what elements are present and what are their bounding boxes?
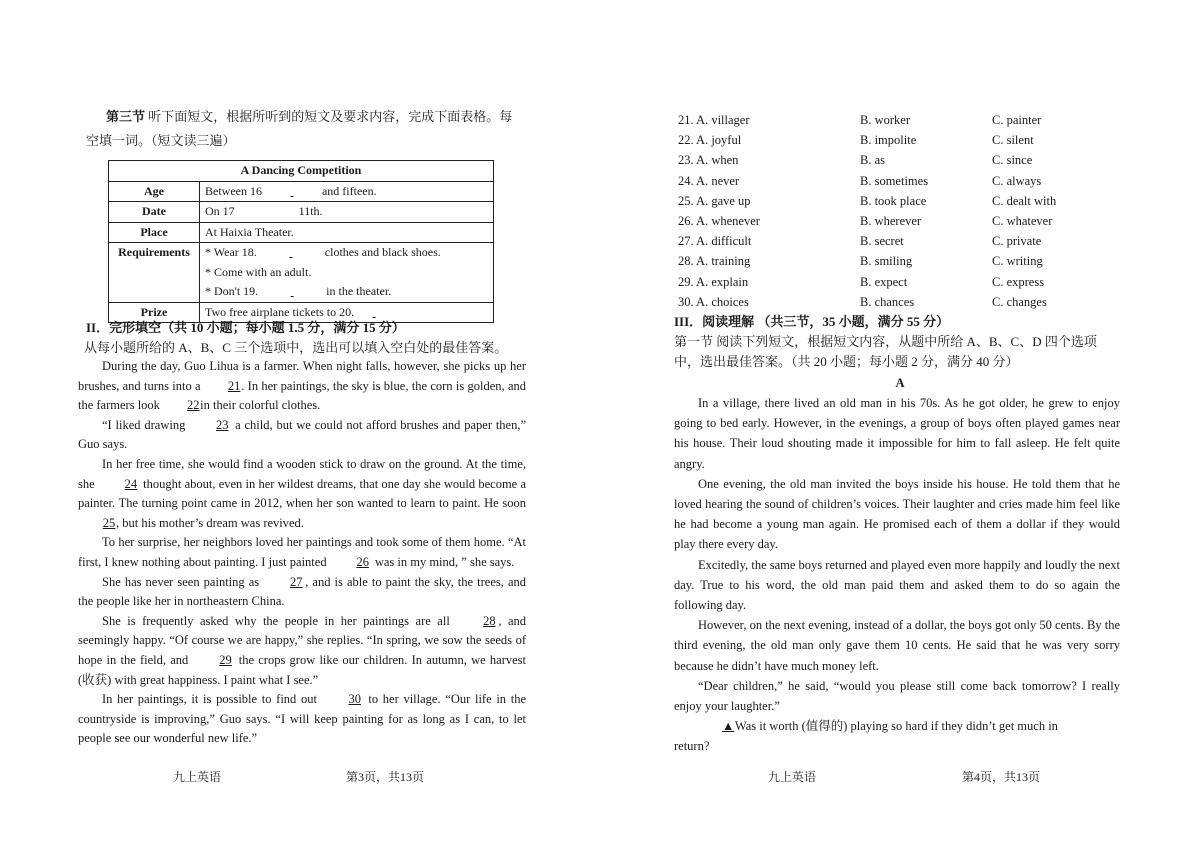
option-b: B. secret: [860, 234, 904, 249]
cloze-heading: II．完形填空（共 10 小题；每小题 1.5 分，满分 15 分）: [86, 320, 405, 335]
paragraph: [78, 455, 526, 533]
footer-subject: 九上英语: [768, 770, 817, 784]
blank-27: 27: [289, 574, 303, 589]
question-line: [674, 716, 1120, 736]
p2-a: “I liked drawing: [102, 417, 186, 432]
row-label-age: Age: [109, 181, 200, 202]
p7-b: to her village. “Our life in the countryside is improving,” Guo says. “I will keep painting for as long as I can, to let people see our wonderful new life.”: [78, 692, 527, 746]
section3-instruction: [106, 107, 536, 127]
blank-22: 22: [187, 398, 200, 413]
section3-heading: 第三节: [106, 109, 146, 124]
option-c: C. dealt with: [992, 193, 1057, 208]
paragraph: [78, 416, 526, 455]
p5-a: She has never seen painting as: [102, 574, 260, 589]
options-list: [678, 110, 1056, 312]
row-label-requirements: Requirements: [109, 243, 200, 303]
row-value-date: [200, 202, 494, 223]
p6-a: She is frequently asked why the people in her paintings are all: [102, 613, 450, 628]
footer-page-number: 第3页，共13页: [346, 770, 425, 784]
option-row-30: [678, 292, 1056, 312]
option-c: C. express: [992, 274, 1045, 289]
p3-b: thought about, even in her wildest dreams, that one day she would become a painter. The turning point came in 2012, when her son wanted to learn to paint. He soon: [78, 476, 527, 511]
paragraph: [78, 357, 526, 416]
option-a: 26. A. whenever: [678, 213, 760, 228]
option-a: 30. A. choices: [678, 294, 749, 309]
option-b: B. took place: [860, 193, 927, 208]
option-b: B. as: [860, 153, 885, 168]
option-b: B. sometimes: [860, 173, 929, 188]
option-c: C. writing: [992, 254, 1043, 269]
option-row-28: [678, 251, 1056, 271]
option-a: 25. A. gave up: [678, 193, 751, 208]
blank-28: 28: [483, 613, 496, 628]
reading-instruction: 第一节 阅读下列短文，根据短文内容，从题中所给 A、B、C、D 四个选项中，选出最佳答案。（共 20 小题；每小题 2 分，满分 40 分）: [674, 334, 1097, 369]
option-c: C. always: [992, 173, 1042, 188]
passage-letter: A: [895, 376, 905, 390]
left-page: [78, 0, 528, 848]
option-c: C. silent: [992, 133, 1034, 148]
paragraph: [78, 573, 526, 612]
row-value-requirements: [200, 243, 494, 303]
option-c: C. since: [992, 153, 1033, 168]
cloze-instruction: 从每小题所给的 A、B、C 三个选项中，选出可以填入空白处的最佳答案。: [84, 340, 508, 355]
option-c: C. private: [992, 234, 1042, 249]
paragraph: [78, 612, 526, 690]
p6-c: the crops grow like our children. In autumn, we harvest (收获) with great happiness. I paint what I see.”: [78, 652, 527, 687]
date-pre: On 17: [205, 204, 235, 218]
table-row: [109, 243, 494, 303]
paragraph: Excitedly, the same boys returned and played even more happily and loudly the next day. True to his word, the old man paid them and asked them to do so again the following day.: [674, 557, 1120, 613]
blank-24: 24: [124, 476, 138, 491]
blank-21: 21: [227, 378, 241, 393]
dancing-competition-table: [108, 160, 494, 323]
section3-instruction-line1: 听下面短文，根据所听到的短文及要求内容，完成下面表格。每: [148, 109, 513, 124]
option-a: 22. A. joyful: [678, 133, 742, 148]
blank-30: 30: [348, 692, 361, 707]
table-row: [109, 202, 494, 223]
option-b: B. expect: [860, 274, 908, 289]
p4-a: To her surprise, her neighbors loved her paintings and took some of them home. “At first, I knew nothing about painting. I just painted: [78, 535, 526, 569]
paragraph: In a village, there lived an old man in his 70s. As he got older, he grew to enjoy going to bed early. However, in the evenings, a group of boys often played games near his house. Their loud shouting made it impossible for him to fall asleep. He felt quite angry.: [674, 396, 1120, 471]
option-row-21: [678, 110, 1056, 130]
req-adult: * Come with an adult.: [205, 264, 312, 279]
option-row-25: [678, 191, 1056, 211]
option-c: C. whatever: [992, 213, 1053, 228]
age-pre: Between 16: [205, 183, 262, 198]
option-b: B. chances: [860, 294, 915, 309]
option-row-24: [678, 171, 1056, 191]
option-a: 29. A. explain: [678, 274, 749, 289]
age-post: and fifteen.: [321, 183, 377, 198]
row-label-prize: Prize: [109, 302, 200, 323]
req19-pre: * Don't 19.: [205, 284, 259, 298]
p5-b: , and is able to paint the sky, the trees, and the people like her in northeastern China.: [78, 574, 526, 609]
option-b: B. wherever: [860, 213, 922, 228]
req18-pre: * Wear 18.: [205, 245, 257, 259]
option-a: 23. A. when: [678, 153, 739, 168]
row-label-date: Date: [109, 202, 200, 223]
date-post: 11th.: [298, 204, 323, 218]
row-value-age: [200, 181, 494, 202]
table-row: [109, 222, 494, 243]
p3-a: In her free time, she would find a wooden stick to draw on the ground. At the time, she: [78, 456, 526, 491]
blank-19: [261, 282, 323, 302]
p1-b: . In her paintings, the sky is blue, the corn is golden, and the farmers look: [78, 378, 527, 413]
p1-c: in their colorful clothes.: [200, 398, 321, 413]
option-row-27: [678, 231, 1056, 251]
option-row-23: [678, 150, 1056, 170]
req19-post: in the theater.: [326, 284, 392, 298]
paragraph: “Dear children,” he said, “would you please still come back tomorrow? I really enjoy your laughter.”: [674, 678, 1120, 714]
paragraph: [78, 690, 526, 749]
option-a: 21. A. villager: [678, 113, 750, 127]
reading-passage: [674, 393, 1120, 757]
option-b: B. smiling: [860, 254, 913, 269]
table-row: [109, 181, 494, 202]
section3-instruction-line2: 空填一词。（短文读三遍）: [86, 133, 236, 148]
req18-post: clothes and black shoes.: [324, 245, 441, 259]
p4-b: was in my mind, ” she says.: [374, 554, 515, 569]
age-blank: [262, 182, 322, 202]
blank-26: 26: [356, 554, 369, 569]
reading-heading: III．阅读理解 （共三节，35 小题，满分 55 分）: [674, 314, 950, 329]
paragraph: [78, 533, 526, 572]
cloze-passage: [78, 357, 526, 749]
paragraph: One evening, the old man invited the boys inside his house. He told them that he loved hearing the sound of children’s voices. Their laughter and cries made him feel like he had become a young man again. He promised each of them a dollar if they would play there every day.: [674, 476, 1120, 552]
option-a: 28. A. training: [678, 254, 751, 269]
question-line-end: return?: [674, 739, 710, 754]
option-c: C. changes: [992, 294, 1047, 309]
question-text: Was it worth (值得的) playing so hard if they didn’t get much in: [734, 719, 1058, 734]
row-value-place: At Haixia Theater.: [200, 222, 494, 243]
option-row-26: [678, 211, 1056, 231]
blank-29: 29: [219, 652, 232, 667]
row-label-place: Place: [109, 222, 200, 243]
option-row-29: [678, 272, 1056, 292]
blank-25: 25: [102, 515, 116, 530]
p2-b: a child, but we could not afford brushes and paper then,” Guo says.: [78, 417, 527, 452]
p6-b: , and seemingly happy. “Of course we are happy,” she replies. “In spring, we sow the seeds of hope in the field, and: [78, 613, 526, 667]
right-page: [674, 0, 1126, 848]
option-b: B. worker: [860, 113, 910, 127]
paragraph: However, on the next evening, instead of a dollar, the boys got only 50 cents. By the third evening, the old man only gave them 10 cents. He said that he was very sorry because he didn’t have much money left.: [674, 618, 1120, 673]
option-c: C. painter: [992, 113, 1042, 127]
blank-18: [260, 243, 322, 263]
p7-a: In her paintings, it is possible to find out: [102, 692, 317, 707]
p3-c: , but his mother’s dream was revived.: [116, 515, 304, 530]
footer-subject: 九上英语: [173, 770, 222, 784]
footer-page-number: 第4页，共13页: [962, 770, 1041, 784]
prize-text: Two free airplane tickets to 20.: [205, 304, 355, 319]
option-a: 27. A. difficult: [678, 234, 752, 249]
table-title: A Dancing Competition: [109, 161, 494, 182]
question-marker: ▲: [722, 719, 735, 734]
option-row-22: [678, 130, 1056, 150]
option-a: 24. A. never: [678, 173, 740, 188]
p1-a: During the day, Guo Lihua is a farmer. When night falls, however, she picks up her brushes, and turns into a: [78, 359, 526, 393]
option-b: B. impolite: [860, 133, 917, 148]
blank-23: 23: [215, 417, 229, 432]
